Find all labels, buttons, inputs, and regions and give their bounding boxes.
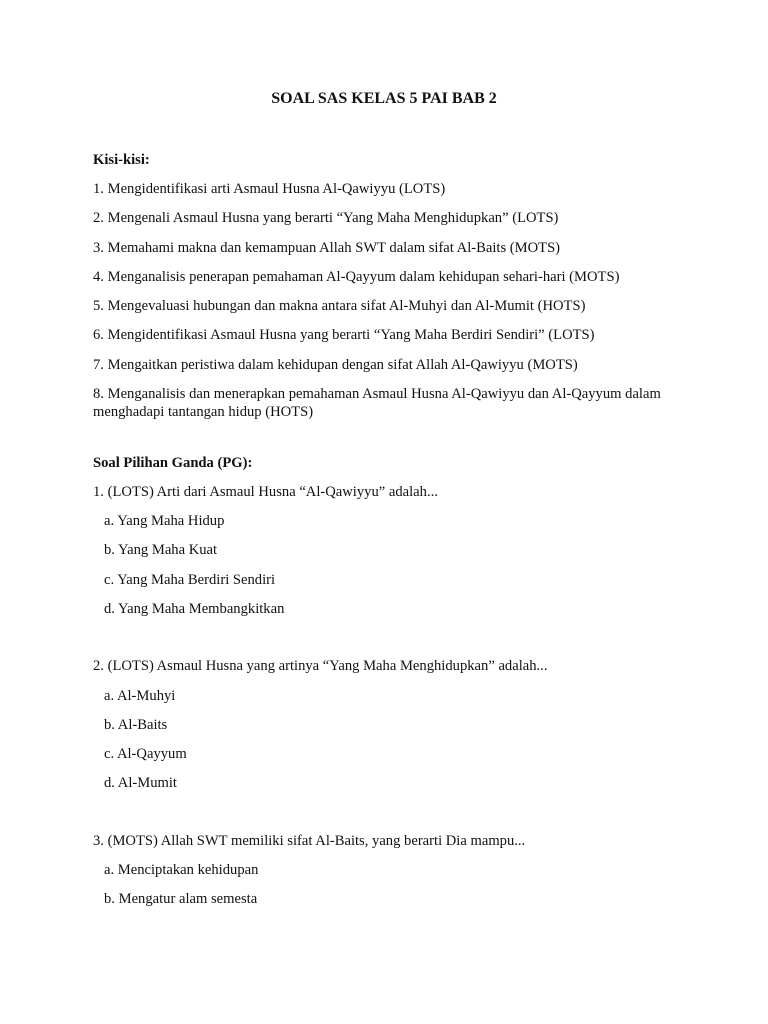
kisi-item: 3. Memahami makna dan kemampuan Allah SWT dalam sifat Al-Baits (MOTS) <box>93 239 561 256</box>
question-stem: 3. (MOTS) Allah SWT memiliki sifat Al-Baits, yang berarti Dia mampu... <box>93 832 526 849</box>
question-1 <box>93 483 683 618</box>
kisi-list <box>93 180 683 421</box>
question-3 <box>93 832 683 908</box>
kisi-item: 2. Mengenali Asmaul Husna yang berarti “Yang Maha Menghidupkan” (LOTS) <box>93 210 559 227</box>
answer-option: c. Yang Maha Berdiri Sendiri <box>104 571 276 588</box>
kisi-item: 8. Menganalisis dan menerapkan pemahaman Asmaul Husna Al-Qawiyyu dan Al-Qayyum dalam menghadapi tantangan hidup (HOTS) <box>93 386 661 421</box>
answer-option: a. Al-Muhyi <box>104 687 176 704</box>
kisi-item: 7. Mengaitkan peristiwa dalam kehidupan dengan sifat Allah Al-Qawiyyu (MOTS) <box>93 356 578 373</box>
document-content <box>93 151 683 908</box>
answer-option: d. Yang Maha Membangkitkan <box>104 600 285 617</box>
question-stem: 1. (LOTS) Arti dari Asmaul Husna “Al-Qawiyyu” adalah... <box>93 484 438 501</box>
answer-option: b. Al-Baits <box>104 716 168 733</box>
question-2 <box>93 657 683 792</box>
kisi-heading: Kisi-kisi: <box>93 152 150 168</box>
kisi-item: 6. Mengidentifikasi Asmaul Husna yang berarti “Yang Maha Berdiri Sendiri” (LOTS) <box>93 327 595 344</box>
answer-option: c. Al-Qayyum <box>104 745 187 762</box>
kisi-item: 5. Mengevaluasi hubungan dan makna antara sifat Al-Muhyi dan Al-Mumit (HOTS) <box>93 298 586 315</box>
answer-option: d. Al-Mumit <box>104 775 177 792</box>
question-stem: 2. (LOTS) Asmaul Husna yang artinya “Yang Maha Menghidupkan” adalah... <box>93 658 548 675</box>
document-title: SOAL SAS KELAS 5 PAI BAB 2 <box>271 90 497 107</box>
kisi-item: 4. Menganalisis penerapan pemahaman Al-Qayyum dalam kehidupan sehari-hari (MOTS) <box>93 268 620 285</box>
answer-option: b. Mengatur alam semesta <box>104 890 258 907</box>
answer-option: a. Yang Maha Hidup <box>104 513 225 530</box>
kisi-item: 1. Mengidentifikasi arti Asmaul Husna Al-Qawiyyu (LOTS) <box>93 181 446 197</box>
answer-option: b. Yang Maha Kuat <box>104 542 218 559</box>
answer-option: a. Menciptakan kehidupan <box>104 861 259 878</box>
pg-heading: Soal Pilihan Ganda (PG): <box>93 455 253 472</box>
